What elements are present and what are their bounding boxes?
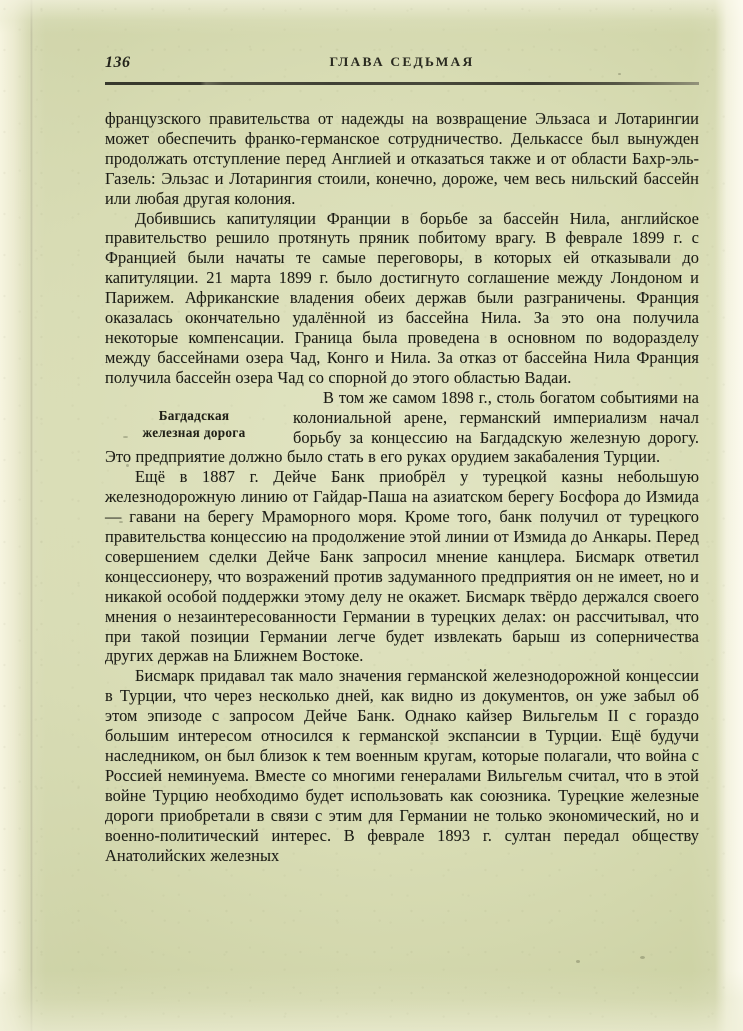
paragraph-1: французского правительства от надежды на возвращение Эльзаса и Лотарингии может обеспечить франко-германское сотрудничество. Делькассе был вынужден продолжать отступление перед Англией и отказаться также и от области Бахр-эль-Газель: Эльзас и Лотарингия стоили, конечно, дороже, чем весь нильский бассейн или любая другая колония. <box>105 109 699 208</box>
marginal-note <box>105 390 283 441</box>
page-number: 136 <box>105 54 131 71</box>
marginal-note-line-1: Багдадская <box>158 407 230 423</box>
running-head <box>105 54 699 80</box>
page-content <box>105 54 699 865</box>
page-edge-bottom <box>0 971 743 1031</box>
page-gutter-shading <box>0 0 46 1031</box>
header-rule <box>105 82 699 85</box>
body-text-column <box>105 109 699 865</box>
paragraph-5: Бисмарк придавал так мало значения германской железнодорожной концессии в Турции, что через несколько дней, как видно из документов, он уже забыл об этом эпизоде с запросом Дейче Банк. Однако кайзер Вильгельм II с гораздо большим интересом относился к германской экспансии в Турции. Ещё будучи наследником, он был близок к тем военным кругам, которые полагали, что война с Россией неминуема. Вместе со многими генералами Вильгельм считал, что в этой войне Турцию необходимо будет использовать как союзника. Турецкие железные дороги приобретали в связи с этим для Германии не только экономический, но и военно-политический интерес. В феврале 1893 г. султан передал обществу Анатолийских железных <box>105 666 699 865</box>
paragraph-3: В том же самом 1898 г., столь богатом событиями на колониальной арене, германский империализм начал борьбу за концессию на Багдадскую железную дорогу. Это предприятие должно было стать в его руках орудием закабаления Турции. <box>105 387 699 467</box>
marginal-note-line-2: железная дорога <box>142 424 246 440</box>
page-edge-right <box>715 0 743 1031</box>
page-gutter-crease <box>30 0 33 1031</box>
paragraph-3-block <box>105 388 699 468</box>
chapter-title: ГЛАВА СЕДЬМАЯ <box>329 54 475 69</box>
paragraph-2: Добившись капитуляции Франции в борьбе за бассейн Нила, английское правительство решило протянуть пряник побитому врагу. В феврале 1899 г. с Францией были начаты те самые переговоры, в которых ей отказывали до капитуляции. 21 марта 1899 г. было достигнуто соглашение между Лондоном и Парижем. Африканские владения обеих держав были разграничены. Франция оказалась окончательно удалённой из бассейна Нила. За это она получила некоторые компенсации. Граница была проведена в основном по водоразделу между бассейнами озера Чад, Конго и Нила. За отказ от бассейна Нила Франция получила бассейн озера Чад со спорной до этого областью Вадаи. <box>105 208 699 387</box>
paragraph-4: Ещё в 1887 г. Дейче Банк приобрёл у турецкой казны небольшую железнодорожную линию от Гайдар-Паша на азиатском берегу Босфора до Измида — гавани на берегу Мраморного моря. Кроме того, банк получил от турецкого правительства концессию на продолжение этой линии от Измида до Анкары. Перед совершением сделки Дейче Банк запросил мнение канцлера. Бисмарк ответил концессионеру, что возражений против задуманного предприятия он не имеет, но и никакой особой поддержки этому делу не окажет. Бисмарк твёрдо держался своего мнения о незаинтересованности Германии в турецких делах: он рассчитывал, что при такой позиции Германии легче будет извлекать барыш из соперничества других держав на Ближнем Востоке. <box>105 467 699 666</box>
page-edge-top <box>0 0 743 34</box>
